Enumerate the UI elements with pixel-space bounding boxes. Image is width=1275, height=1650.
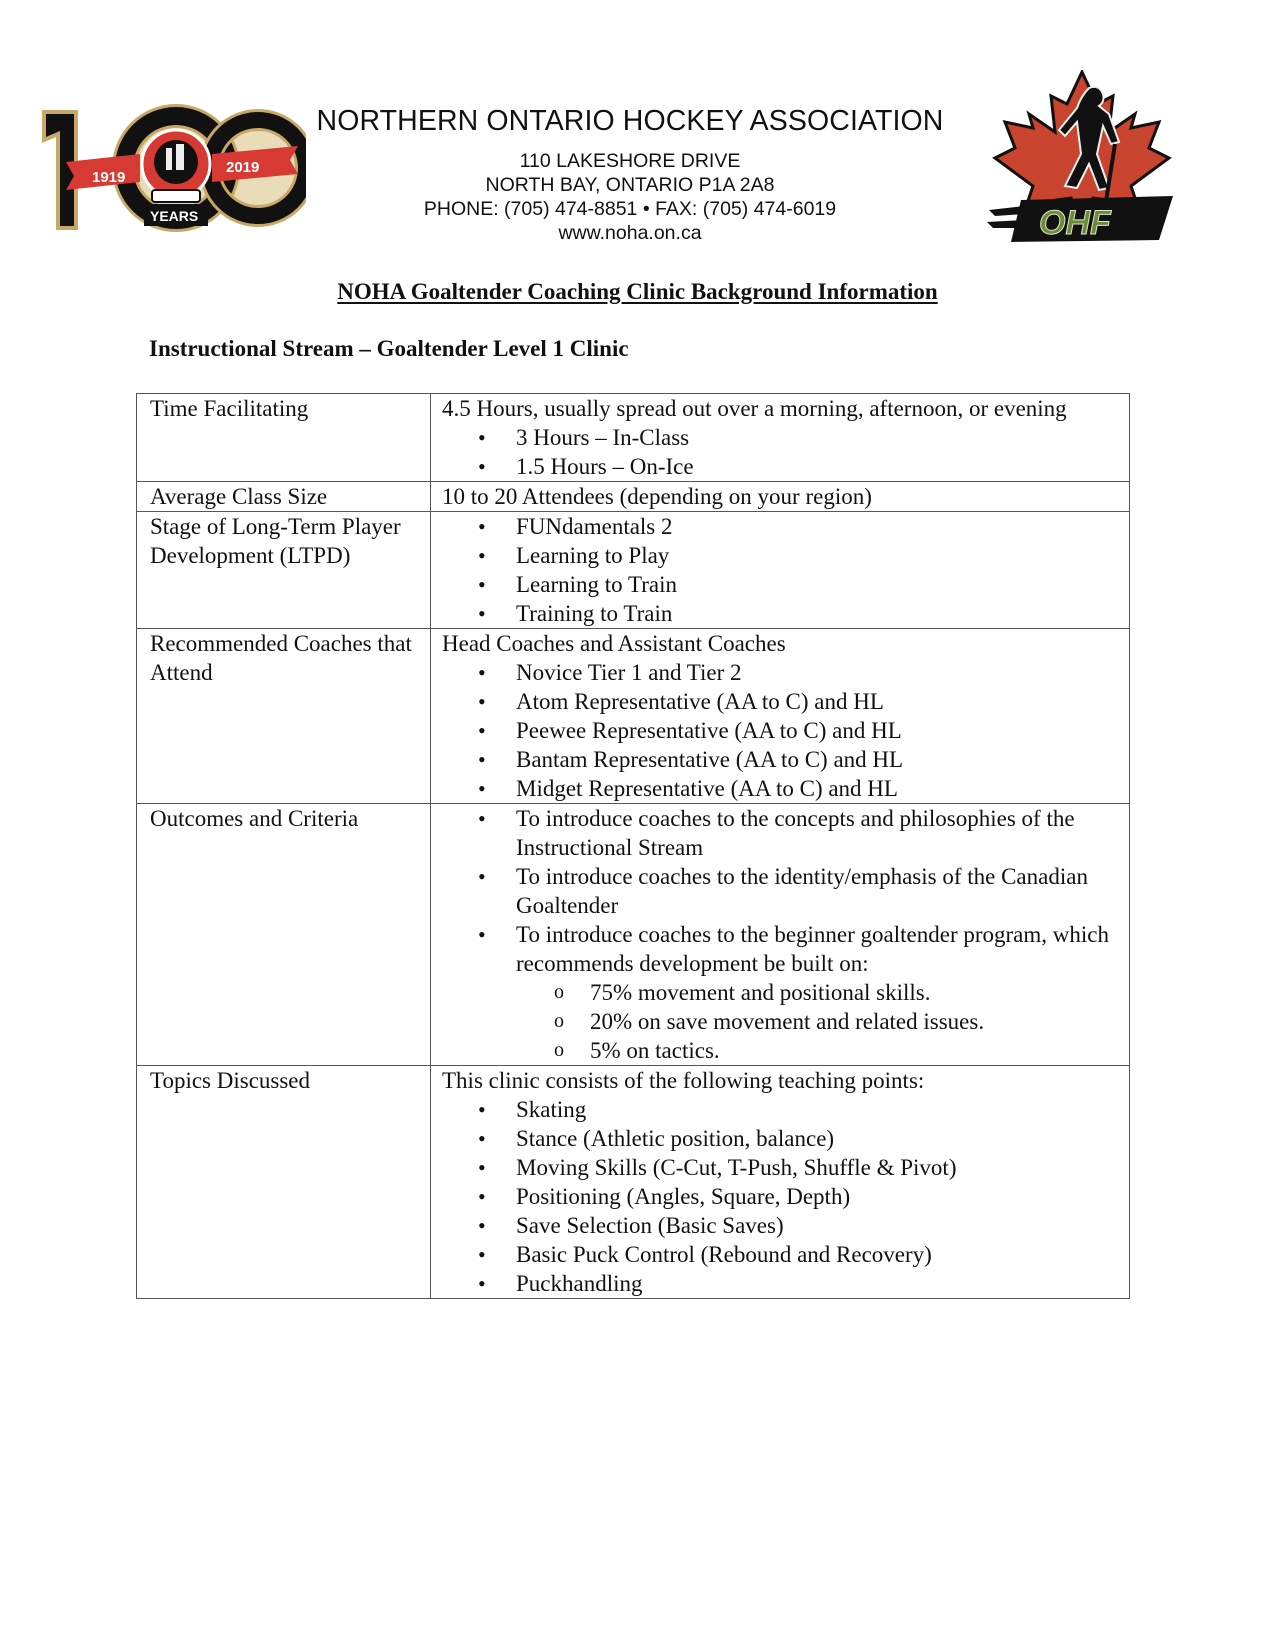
svg-text:OHF: OHF xyxy=(1039,204,1111,242)
list-item: • FUNdamentals 2 xyxy=(442,512,1119,541)
row-intro: This clinic consists of the following teaching points: xyxy=(442,1068,925,1093)
list-item: • Novice Tier 1 and Tier 2 xyxy=(442,658,1119,687)
organization-name: NORTHERN ONTARIO HOCKEY ASSOCIATION xyxy=(316,105,944,137)
list-item: • Peewee Representative (AA to C) and HL xyxy=(442,716,1119,745)
list-item: • Midget Representative (AA to C) and HL xyxy=(442,774,1119,803)
list-item: • Learning to Play xyxy=(442,541,1119,570)
table-row-ltpd-stage xyxy=(137,512,1130,629)
svg-text:2019: 2019 xyxy=(226,159,260,176)
row-value xyxy=(431,512,1130,629)
list-item: • To introduce coaches to the concepts and philosophies of the Instructional Stream xyxy=(442,804,1119,862)
row-value xyxy=(431,482,1130,512)
row-value xyxy=(431,394,1130,482)
address-street: 110 LAKESHORE DRIVE xyxy=(519,150,741,172)
table-row-outcomes-criteria xyxy=(137,804,1130,1066)
document-title: NOHA Goaltender Coaching Clinic Background Information xyxy=(337,279,938,304)
row-value xyxy=(431,804,1130,1066)
bullet-list xyxy=(442,423,1119,481)
row-label: Recommended Coaches that Attend xyxy=(137,629,431,804)
bullet-list xyxy=(442,804,1119,1065)
sub-bullet-list xyxy=(516,978,1119,1065)
bullet-list xyxy=(442,512,1119,628)
ohf-logo xyxy=(985,70,1180,250)
noha-100-years-logo xyxy=(36,100,306,235)
list-item xyxy=(442,920,1119,1065)
table-row-time-facilitating xyxy=(137,394,1130,482)
list-item-text: To introduce coaches to the beginner goaltender program, which recommends development be built on: xyxy=(516,922,1109,976)
noha-100-years-logo-icon xyxy=(36,100,306,235)
row-label: Average Class Size xyxy=(137,482,431,512)
list-item: • Atom Representative (AA to C) and HL xyxy=(442,687,1119,716)
row-label: Topics Discussed xyxy=(137,1066,431,1299)
list-item: • Positioning (Angles, Square, Depth) xyxy=(442,1182,1119,1211)
list-item: • 1.5 Hours – On-Ice xyxy=(442,452,1119,481)
bullet-list xyxy=(442,658,1119,803)
list-item: • Learning to Train xyxy=(442,570,1119,599)
table-row-topics-discussed xyxy=(137,1066,1130,1299)
row-intro: 4.5 Hours, usually spread out over a morning, afternoon, or evening xyxy=(442,396,1067,421)
address-city: NORTH BAY, ONTARIO P1A 2A8 xyxy=(485,174,775,196)
list-item: • Puckhandling xyxy=(442,1269,1119,1298)
svg-text:1919: 1919 xyxy=(92,169,126,186)
row-intro: 10 to 20 Attendees (depending on your region) xyxy=(442,484,872,509)
website-link[interactable]: www.noha.on.ca xyxy=(558,222,702,244)
sub-list-item: o 75% movement and positional skills. xyxy=(442,978,1119,1007)
row-value xyxy=(431,1066,1130,1299)
row-label: Stage of Long-Term Player Development (LTPD) xyxy=(137,512,431,629)
row-label: Time Facilitating xyxy=(137,394,431,482)
sub-list-item: o 20% on save movement and related issues. xyxy=(442,1007,1119,1036)
clinic-info-table xyxy=(136,393,1130,1299)
row-value xyxy=(431,629,1130,804)
list-item: • Skating xyxy=(442,1095,1119,1124)
table-row-average-class-size xyxy=(137,482,1130,512)
section-title: Instructional Stream – Goaltender Level 1 Clinic xyxy=(149,336,629,361)
svg-text:YEARS: YEARS xyxy=(150,208,199,224)
row-label: Outcomes and Criteria xyxy=(137,804,431,1066)
list-item: • Bantam Representative (AA to C) and HL xyxy=(442,745,1119,774)
list-item: • Training to Train xyxy=(442,599,1119,628)
sub-list-item: o 5% on tactics. xyxy=(442,1036,1119,1065)
bullet-list xyxy=(442,1095,1119,1298)
list-item: • Stance (Athletic position, balance) xyxy=(442,1124,1119,1153)
list-item: • Save Selection (Basic Saves) xyxy=(442,1211,1119,1240)
phone-fax: PHONE: (705) 474-8851 • FAX: (705) 474-6019 xyxy=(423,198,837,220)
list-item: • To introduce coaches to the identity/emphasis of the Canadian Goaltender xyxy=(442,862,1119,920)
table-row-recommended-coaches xyxy=(137,629,1130,804)
ohf-maple-leaf-player-icon xyxy=(985,70,1180,250)
letterhead xyxy=(300,104,960,245)
list-item: • 3 Hours – In-Class xyxy=(442,423,1119,452)
row-intro: Head Coaches and Assistant Coaches xyxy=(442,631,786,656)
list-item: • Basic Puck Control (Rebound and Recovery) xyxy=(442,1240,1119,1269)
list-item: • Moving Skills (C-Cut, T-Push, Shuffle & Pivot) xyxy=(442,1153,1119,1182)
